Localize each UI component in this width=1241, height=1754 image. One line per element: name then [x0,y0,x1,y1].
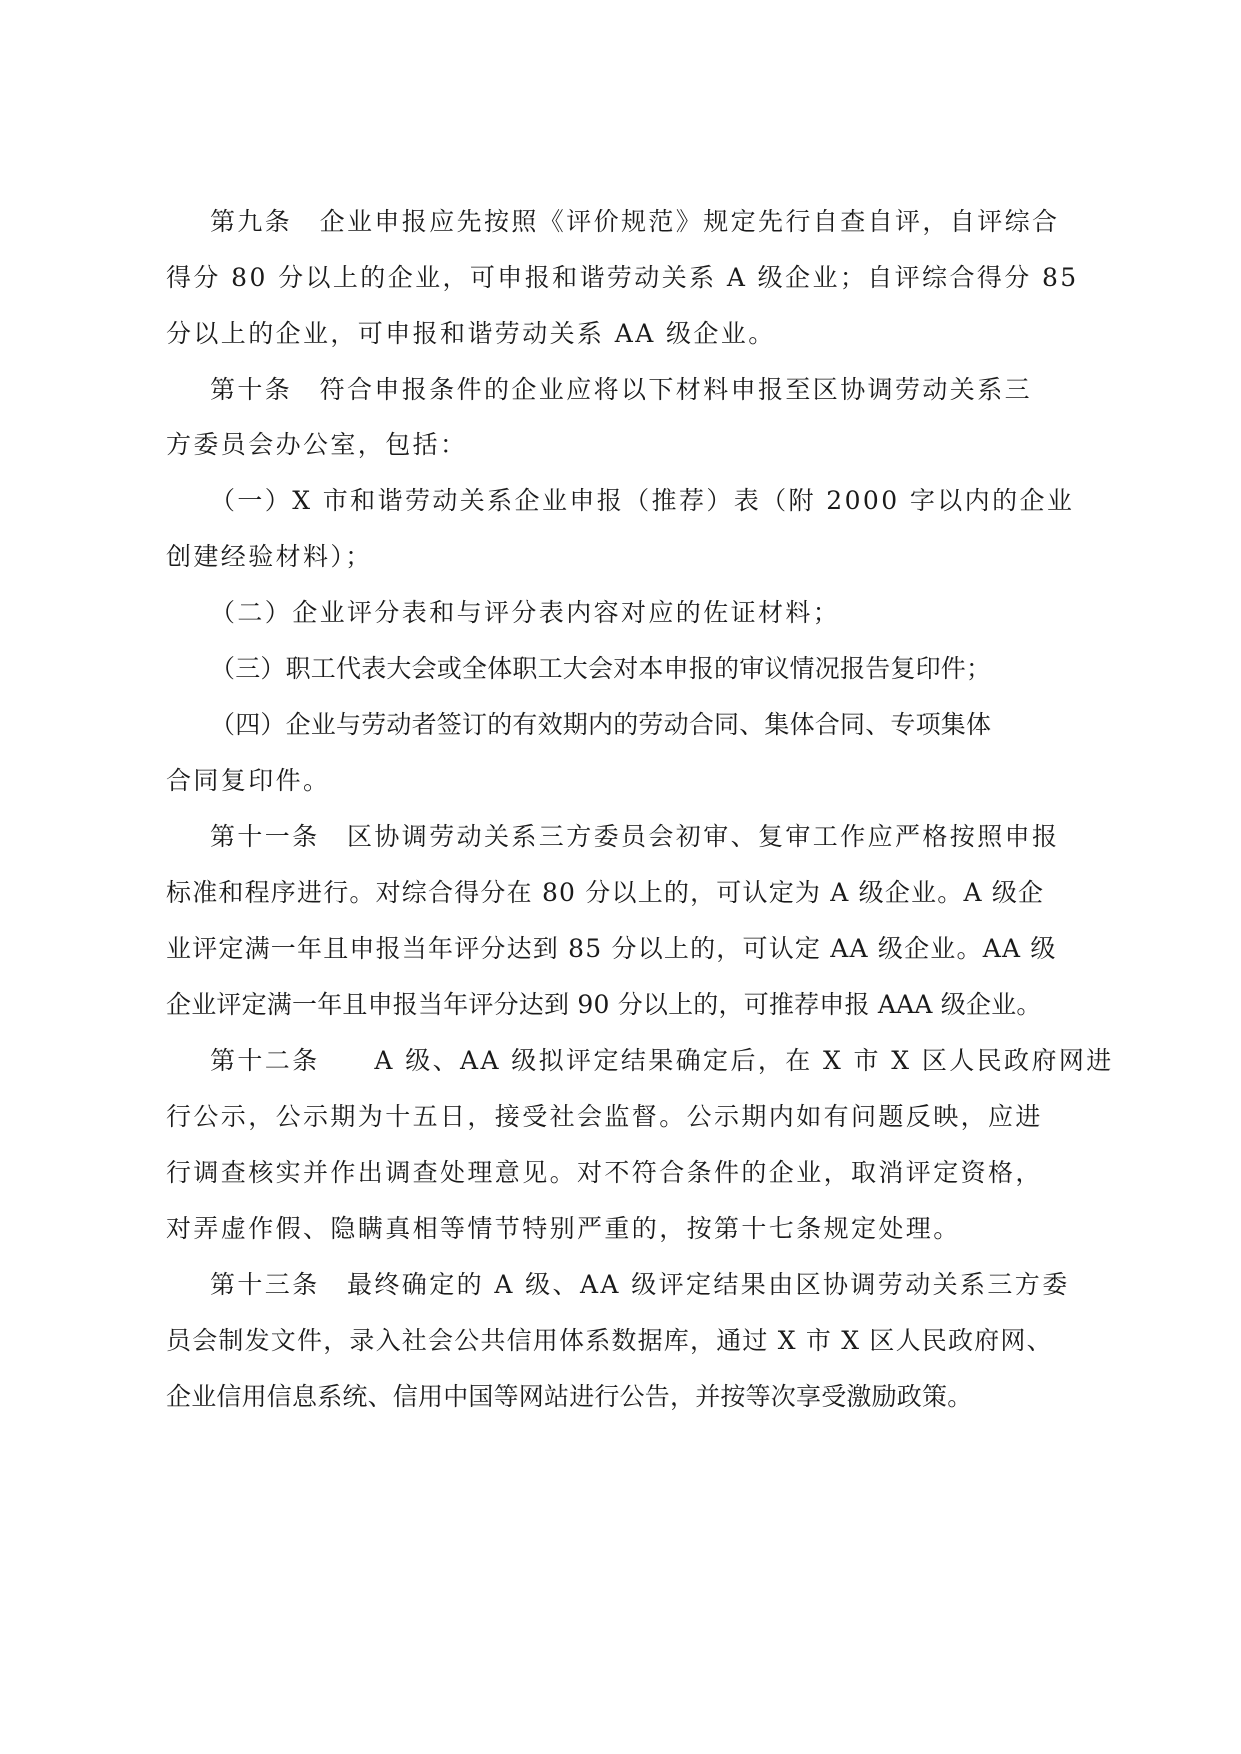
article-11-line-2: 标准和程序进行。对综合得分在 80 分以上的，可认定为 A 级企业。A 级企 [166,878,1045,907]
article-11-line-4: 企业评定满一年且申报当年评分达到 90 分以上的，可推荐申报 AAA 级企业。 [166,990,1042,1019]
article-12-line-2: 行公示，公示期为十五日，接受社会监督。公示期内如有问题反映，应进 [166,1102,1043,1131]
article-10-line-2: 方委员会办公室，包括： [166,430,468,459]
article-9-line-2: 得分 80 分以上的企业，可申报和谐劳动关系 A 级企业；自评综合得分 85 [166,263,1079,292]
item-1-line-1: （一）X 市和谐劳动关系企业申报（推荐）表（附 2000 字以内的企业 [210,486,1075,515]
item-3-line: （三）职工代表大会或全体职工大会对本申报的审议情况报告复印件； [210,654,992,683]
item-1-line-2: 创建经验材料）； [166,542,373,571]
item-2-line: （二）企业评分表和与评分表内容对应的佐证材料； [210,598,841,627]
article-13-line-1: 第十三条 最终确定的 A 级、AA 级评定结果由区协调劳动关系三方委 [210,1270,1070,1299]
article-13-line-3: 企业信用信息系统、信用中国等网站进行公告，并按等次享受激励政策。 [166,1382,973,1411]
item-4-line-2: 合同复印件。 [166,766,331,795]
article-9-line-3: 分以上的企业，可申报和谐劳动关系 AA 级企业。 [166,319,776,348]
article-12-line-3: 行调查核实并作出调查处理意见。对不符合条件的企业，取消评定资格， [166,1158,1043,1187]
article-13-line-2: 员会制发文件，录入社会公共信用体系数据库，通过 X 市 X 区人民政府网、 [166,1326,1053,1355]
item-4-line-1: （四）企业与劳动者签订的有效期内的劳动合同、集体合同、专项集体 [210,710,992,739]
article-11-line-3: 业评定满一年且申报当年评分达到 85 分以上的，可认定 AA 级企业。AA 级 [166,934,1057,963]
article-10-line-1: 第十条 符合申报条件的企业应将以下材料申报至区协调劳动关系三 [210,375,1033,404]
article-12-line-4: 对弄虚作假、隐瞒真相等情节特别严重的，按第十七条规定处理。 [166,1214,961,1243]
article-12-line-1: 第十二条 A 级、AA 级拟评定结果确定后，在 X 市 X 区人民政府网进 [210,1046,1114,1075]
article-9-line-1: 第九条 企业申报应先按照《评价规范》规定先行自查自评，自评综合 [210,207,1060,236]
article-11-line-1: 第十一条 区协调劳动关系三方委员会初审、复审工作应严格按照申报 [210,822,1060,851]
